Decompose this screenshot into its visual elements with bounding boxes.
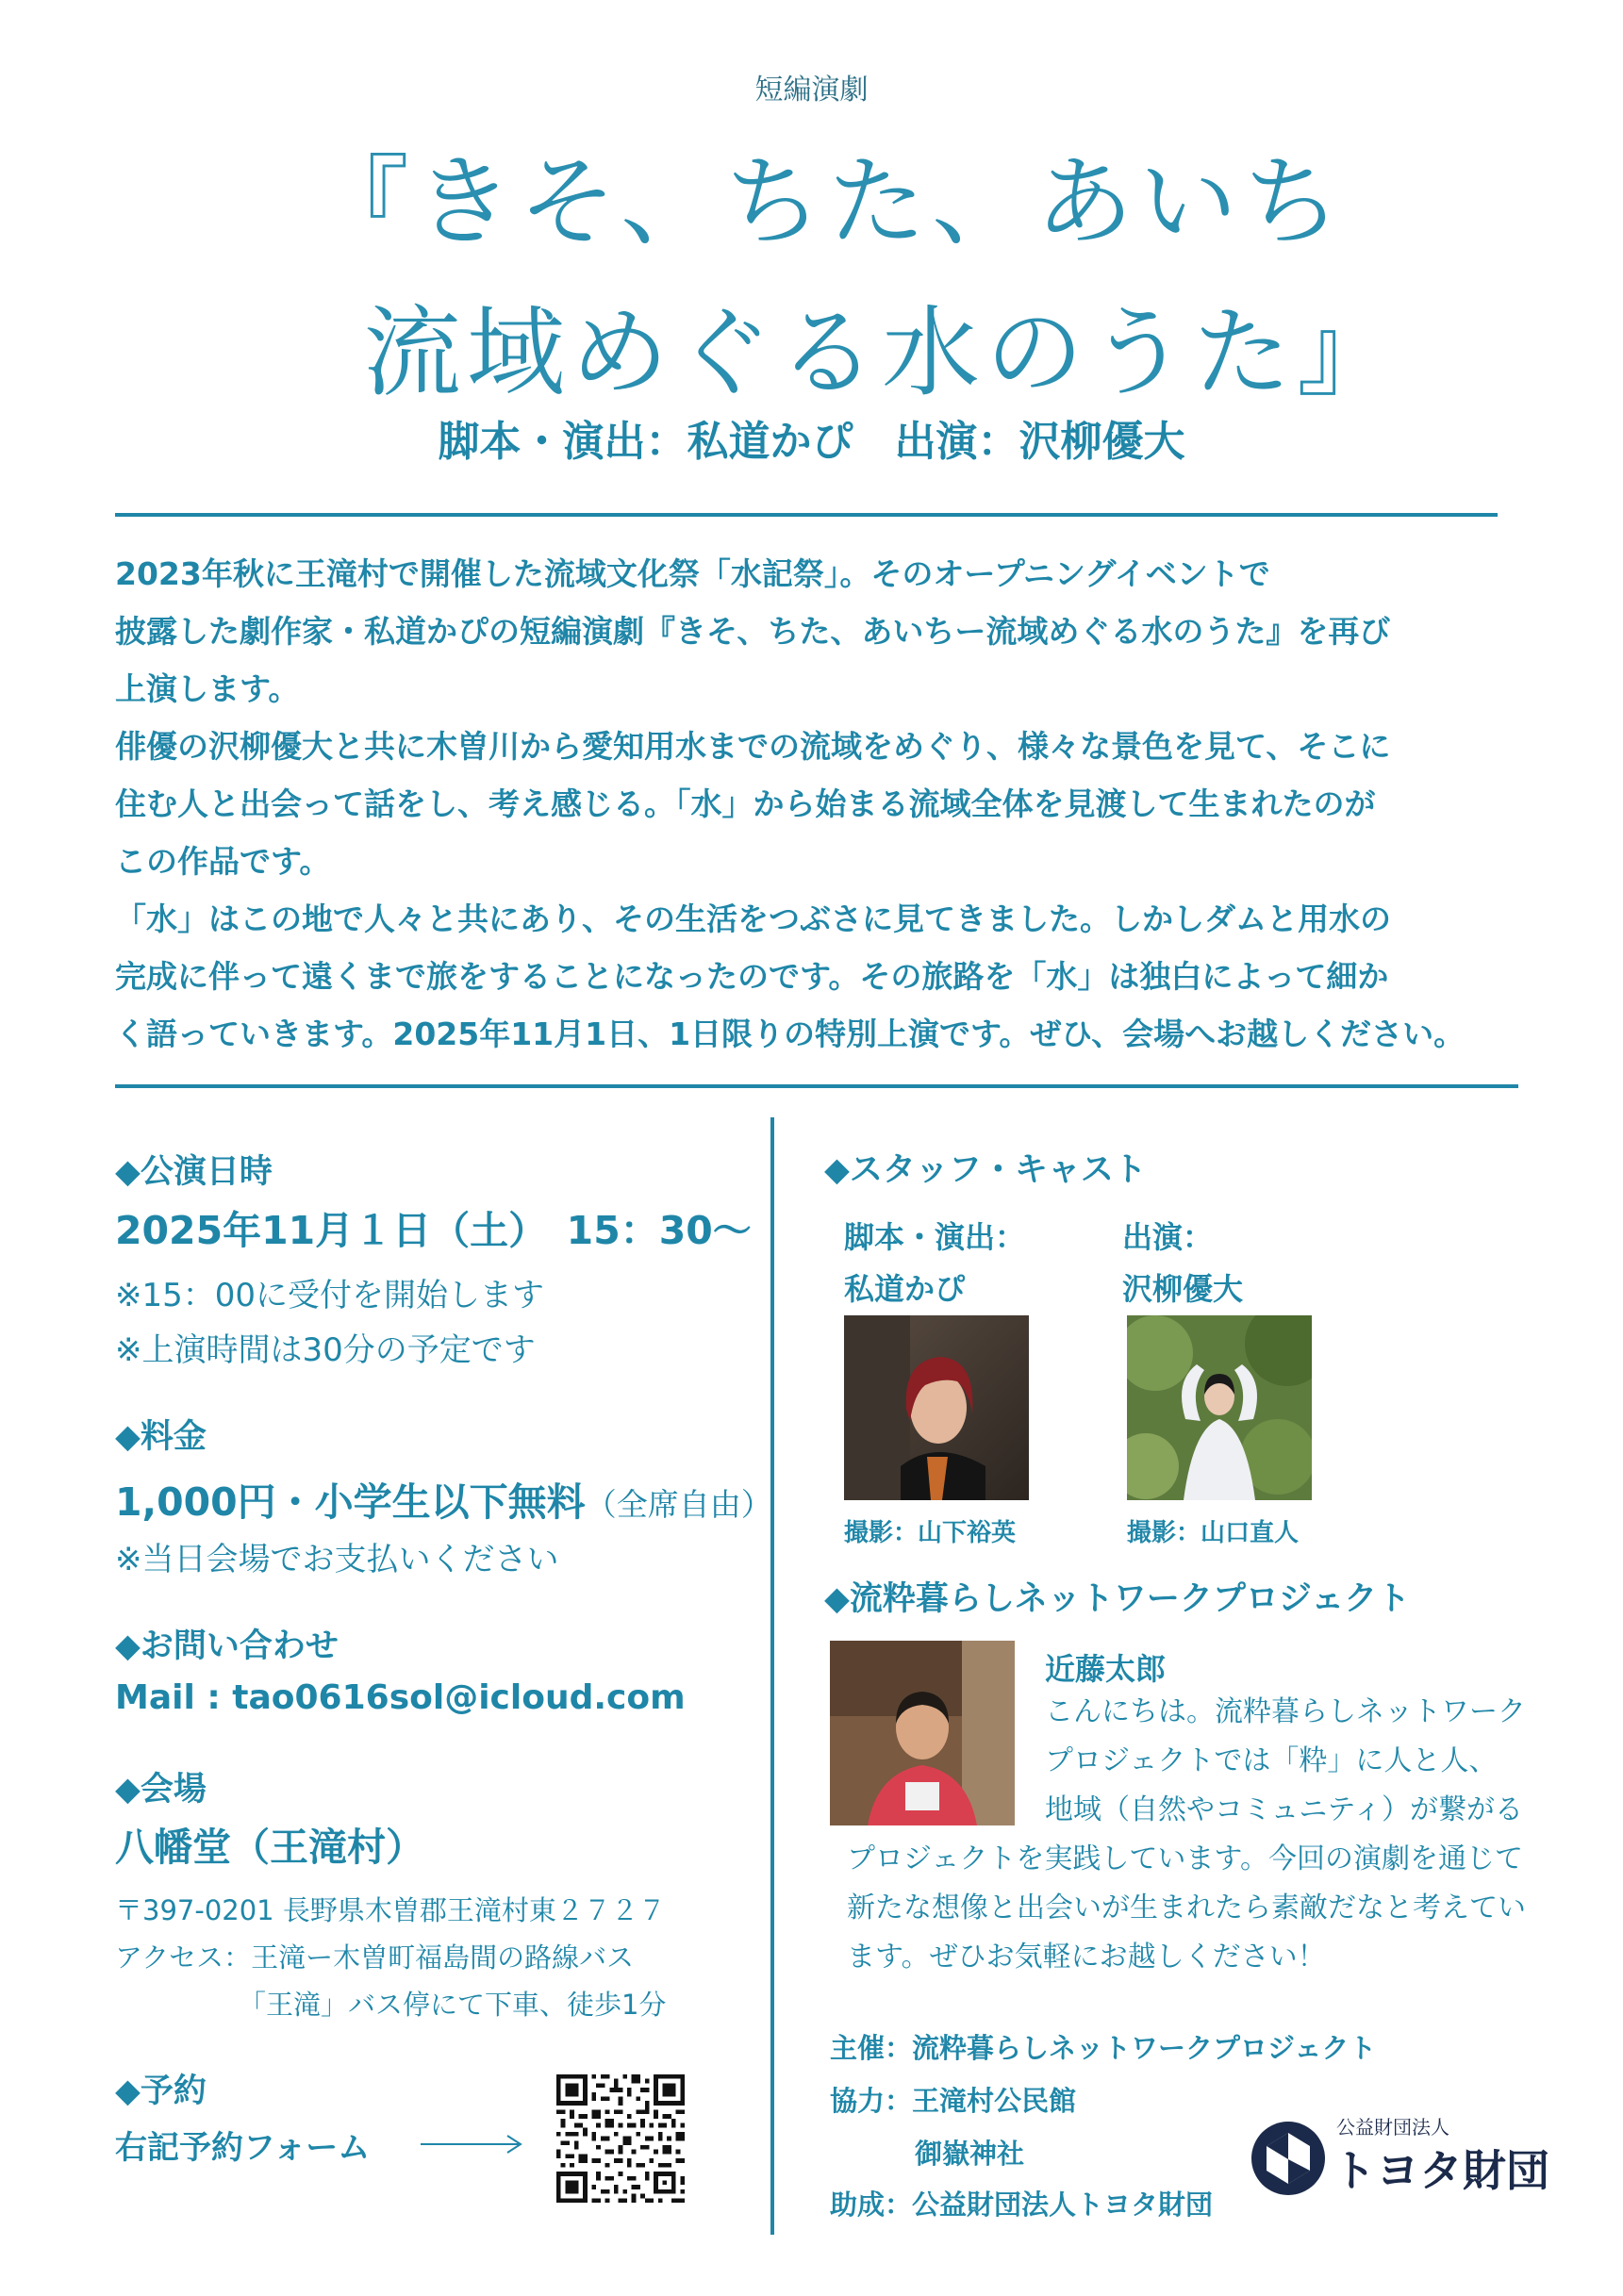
foundation-emblem-icon [1250,2120,1327,2197]
intro-line: 上演します。 [115,670,300,707]
venue-access-bus-stop: 「王滝」バス停にて下車、徒歩1分 [239,1989,667,2021]
contact-mail[interactable]: Mail : tao0616sol@icloud.com [115,1678,686,1717]
project-message-line: プロジェクトでは「粋」に人と人、 [1045,1744,1498,1777]
photo-credit-cast: 撮影：山口直人 [1127,1519,1300,1547]
reservation-label: 右記予約フォーム [115,2129,371,2167]
fee-seating: （全席自由） [585,1486,772,1523]
project-message-line: 地域（自然やコミュニティ）が繋がる [1045,1793,1523,1826]
organizer-cooperation-shrine: 御嶽神社 [915,2138,1025,2170]
schedule-heading: ◆公演日時 [115,1153,273,1191]
intro-line: 披露した劇作家・私道かぴの短編演劇『きそ、ちた、あいちー流域めぐる水のうた』を再び [115,613,1391,650]
venue-name: 八幡堂（王滝村） [115,1825,424,1870]
schedule-datetime: 2025年11月１日（土） 15：30～ [115,1208,752,1253]
arrow-right-icon [419,2133,524,2156]
organizer-grant: 助成：公益財団法人トヨタ財団 [830,2189,1214,2221]
project-message-bottom [847,1835,1526,1982]
intro-line: 完成に伴って遠くまで旅をすることになったのです。その旅路を「水」は独白によって細か [115,958,1389,995]
cast-photo [1127,1315,1312,1500]
project-message-line: こんにちは。流粋暮らしネットワーク [1045,1695,1526,1728]
project-leader-photo [830,1641,1015,1825]
divider-top [115,513,1498,517]
staff-name-cast: 沢柳優大 [1122,1271,1244,1307]
logo-subtitle: 公益財団法人 [1336,2116,1449,2139]
toyota-foundation-logo [1250,2110,1549,2205]
venue-access: アクセス：王滝ー木曽町福島間の路線バス [115,1941,635,1974]
intro-line: 俳優の沢柳優大と共に木曽川から愛知用水までの流域をめぐり、様々な景色を見て、そこに [115,728,1391,765]
fee-note: ※当日会場でお支払いください [115,1541,559,1578]
title-line-1: 『きそ、ちた、あいち [311,144,1347,259]
intro-line: この作品です。 [115,843,331,880]
intro-line: 「水」はこの地で人々と共にあり、その生活をつぶさに見てきました。しかしダムと用水の [115,900,1391,937]
schedule-note-duration: ※上演時間は30分の予定です [115,1331,536,1369]
staff-name-writer: 私道かぴ [844,1271,966,1307]
column-divider [770,1117,774,2235]
project-leader-name: 近藤太郎 [1045,1651,1167,1687]
staff-role-cast: 出演： [1122,1219,1214,1255]
photo-credit-writer: 撮影：山下裕英 [844,1519,1017,1547]
schedule-note-reception: ※15：00に受付を開始します [115,1277,545,1314]
genre-label: 短編演劇 [754,74,869,107]
title-line-2: 流域めぐる水のうた』 [363,295,1401,410]
intro-line: く語っていきます。2025年11月1日、1日限りの特別上演です。ぜひ、会場へお越しください。 [115,1016,1466,1052]
fee-price: 1,000円・小学生以下無料 [115,1479,586,1525]
reservation-qr-code[interactable] [556,2074,685,2203]
fee-main [115,1471,772,1527]
intro-text [115,545,1530,1063]
project-heading: ◆流粋暮らしネットワークプロジェクト [824,1580,1411,1618]
venue-address: 〒397-0201 長野県木曽郡王滝村東２７２７ [115,1894,666,1926]
project-message-line: プロジェクトを実践しています。今回の演劇を通じて [847,1842,1523,1875]
project-message-top [1045,1688,1526,1835]
writer-photo [844,1315,1029,1500]
intro-line: 2023年秋に王滝村で開催した流域文化祭「水記祭」。そのオープニングイベントで [115,555,1270,592]
contact-heading: ◆お問い合わせ [115,1627,339,1665]
qr-code-icon [556,2074,685,2203]
organizer-host: 主催：流粋暮らしネットワークプロジェクト [830,2032,1377,2064]
venue-heading: ◆会場 [115,1771,207,1809]
organizer-cooperation: 協力：王滝村公民館 [830,2085,1077,2117]
divider-middle [115,1084,1518,1088]
intro-line: 住む人と出会って話をし、考え感じる。「水」から始まる流域全体を見渡して生まれたのが [115,785,1376,822]
project-message-line: 新たな想像と出会いが生まれたら素敵だなと考えてい [847,1891,1526,1924]
staff-heading: ◆スタッフ・キャスト [824,1151,1147,1189]
credits-line: 脚本・演出：私道かぴ 出演：沢柳優大 [438,418,1185,466]
reservation-heading: ◆予約 [115,2073,207,2110]
staff-role-writer: 脚本・演出： [844,1219,1026,1255]
fee-heading: ◆料金 [115,1418,207,1456]
logo-title: トヨタ財団 [1333,2145,1549,2196]
project-message-line: ます。ぜひお気軽にお越しください！ [847,1941,1326,1974]
